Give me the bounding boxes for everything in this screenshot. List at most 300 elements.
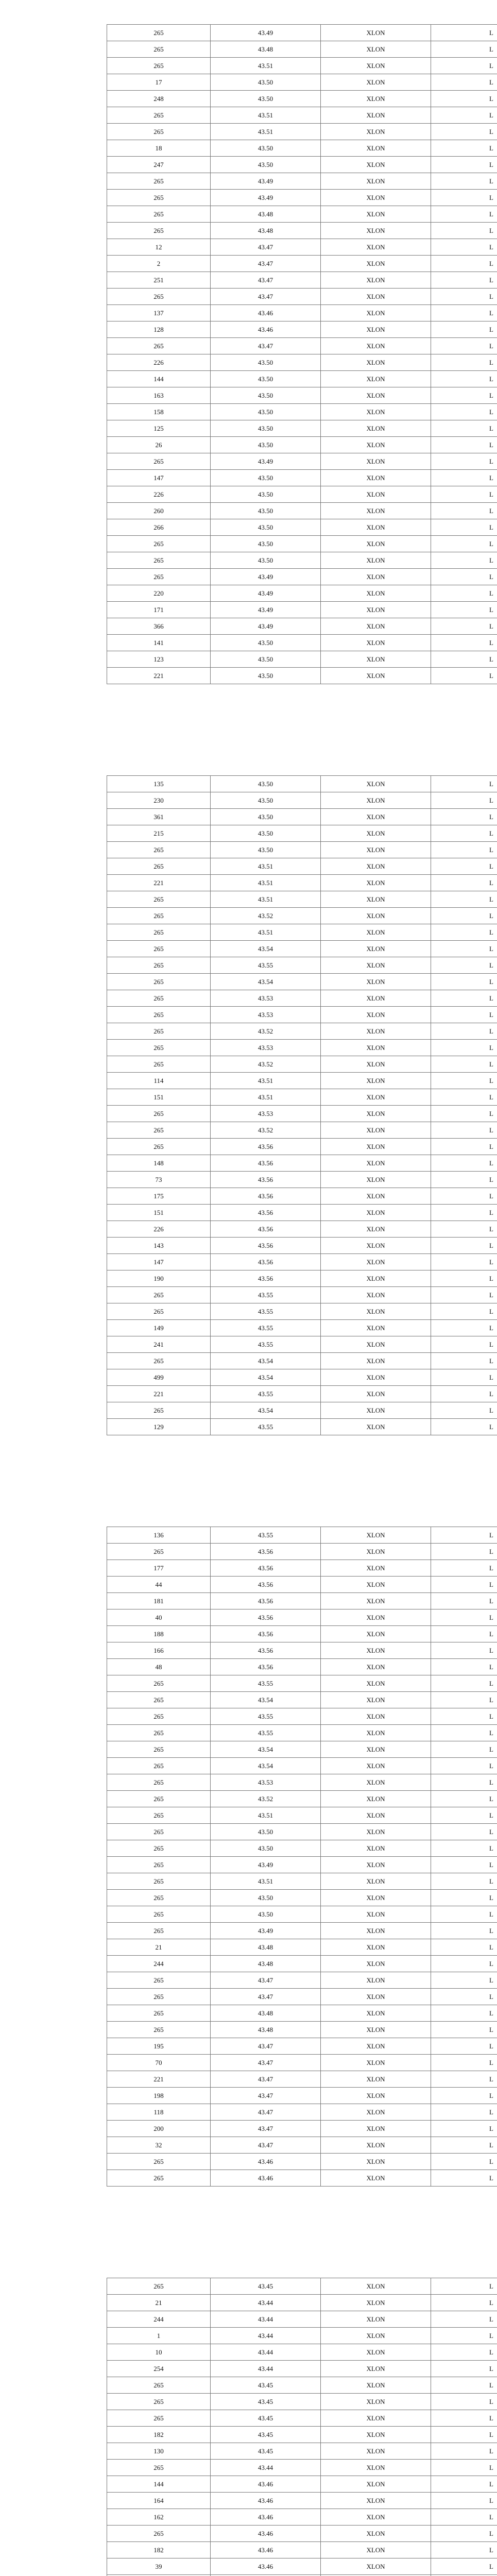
volume-cell: 265	[107, 1741, 211, 1758]
venue-cell: XLON	[321, 1544, 431, 1560]
volume-cell: 129	[107, 1419, 211, 1435]
venue-cell: XLON	[321, 2038, 431, 2055]
venue-cell: XLON	[321, 941, 431, 957]
currency-cell: L	[431, 1040, 497, 1056]
volume-cell: 265	[107, 1007, 211, 1023]
table-row	[107, 1923, 497, 1939]
currency-cell: L	[431, 1089, 497, 1106]
price-cell: 43.55	[211, 1675, 321, 1692]
venue-cell: XLON	[321, 272, 431, 289]
venue-cell: XLON	[321, 1303, 431, 1320]
venue-cell: XLON	[321, 809, 431, 825]
currency-cell: L	[431, 1577, 497, 1593]
venue-cell: XLON	[321, 486, 431, 503]
price-cell: 43.50	[211, 668, 321, 684]
currency-cell: L	[431, 1122, 497, 1139]
currency-cell: L	[431, 289, 497, 305]
trade-table-page-4	[107, 2278, 497, 2576]
price-cell: 43.50	[211, 651, 321, 668]
table-row	[107, 354, 497, 371]
venue-cell: XLON	[321, 602, 431, 618]
venue-cell: XLON	[321, 1188, 431, 1205]
currency-cell: L	[431, 2377, 497, 2394]
table-row	[107, 289, 497, 305]
price-cell: 43.50	[211, 536, 321, 552]
venue-cell: XLON	[321, 420, 431, 437]
price-cell: 43.50	[211, 420, 321, 437]
price-cell: 43.50	[211, 1824, 321, 1840]
table-row	[107, 957, 497, 974]
volume-cell: 26	[107, 437, 211, 453]
price-cell: 43.56	[211, 1642, 321, 1659]
volume-cell: 265	[107, 1840, 211, 1857]
table-row	[107, 1270, 497, 1287]
venue-cell: XLON	[321, 792, 431, 809]
table-row	[107, 41, 497, 58]
currency-cell: L	[431, 908, 497, 924]
currency-cell: L	[431, 1287, 497, 1303]
currency-cell: L	[431, 825, 497, 842]
price-cell: 43.46	[211, 2558, 321, 2575]
venue-cell: XLON	[321, 58, 431, 74]
currency-cell: L	[431, 1593, 497, 1609]
price-cell: 43.55	[211, 1419, 321, 1435]
table-row	[107, 1840, 497, 1857]
currency-cell: L	[431, 2493, 497, 2509]
table-row	[107, 1577, 497, 1593]
table-row	[107, 124, 497, 140]
currency-cell: L	[431, 2055, 497, 2071]
currency-cell: L	[431, 2328, 497, 2344]
venue-cell: XLON	[321, 107, 431, 124]
table-row	[107, 404, 497, 420]
currency-cell: L	[431, 2104, 497, 2121]
volume-cell: 21	[107, 2295, 211, 2311]
currency-cell: L	[431, 858, 497, 875]
table-row	[107, 1939, 497, 1956]
volume-cell: 265	[107, 206, 211, 223]
price-cell: 43.47	[211, 256, 321, 272]
volume-cell: 163	[107, 387, 211, 404]
volume-cell: 265	[107, 1857, 211, 1873]
venue-cell: XLON	[321, 519, 431, 536]
volume-cell: 265	[107, 2154, 211, 2170]
table-row	[107, 387, 497, 404]
currency-cell: L	[431, 957, 497, 974]
currency-cell: L	[431, 1807, 497, 1824]
venue-cell: XLON	[321, 1023, 431, 1040]
venue-cell: XLON	[321, 1725, 431, 1741]
currency-cell: L	[431, 206, 497, 223]
volume-cell: 265	[107, 2394, 211, 2410]
table-row	[107, 173, 497, 190]
currency-cell: L	[431, 2005, 497, 2022]
currency-cell: L	[431, 58, 497, 74]
table-row	[107, 2394, 497, 2410]
price-cell: 43.45	[211, 2410, 321, 2427]
currency-cell: L	[431, 792, 497, 809]
currency-cell: L	[431, 91, 497, 107]
venue-cell: XLON	[321, 1609, 431, 1626]
venue-cell: XLON	[321, 1989, 431, 2005]
venue-cell: XLON	[321, 2443, 431, 2460]
volume-cell: 265	[107, 2170, 211, 2187]
venue-cell: XLON	[321, 206, 431, 223]
volume-cell: 181	[107, 1593, 211, 1609]
volume-cell: 198	[107, 2088, 211, 2104]
table-row	[107, 2121, 497, 2137]
price-cell: 43.52	[211, 1791, 321, 1807]
table-row	[107, 91, 497, 107]
volume-cell: 151	[107, 1089, 211, 1106]
venue-cell: XLON	[321, 223, 431, 239]
volume-cell: 265	[107, 41, 211, 58]
currency-cell: L	[431, 1155, 497, 1172]
volume-cell: 265	[107, 1824, 211, 1840]
currency-cell: L	[431, 924, 497, 941]
price-cell: 43.48	[211, 1939, 321, 1956]
currency-cell: L	[431, 1023, 497, 1040]
price-cell: 43.48	[211, 223, 321, 239]
currency-cell: L	[431, 776, 497, 792]
venue-cell: XLON	[321, 1939, 431, 1956]
price-cell: 43.50	[211, 635, 321, 651]
currency-cell: L	[431, 2361, 497, 2377]
currency-cell: L	[431, 437, 497, 453]
currency-cell: L	[431, 1007, 497, 1023]
venue-cell: XLON	[321, 1873, 431, 1890]
currency-cell: L	[431, 1626, 497, 1642]
volume-cell: 260	[107, 503, 211, 519]
volume-cell: 266	[107, 519, 211, 536]
venue-cell: XLON	[321, 2427, 431, 2443]
price-cell: 43.56	[211, 1609, 321, 1626]
table-row	[107, 1544, 497, 1560]
table-row	[107, 635, 497, 651]
volume-cell: 247	[107, 157, 211, 173]
venue-cell: XLON	[321, 924, 431, 941]
table-row	[107, 74, 497, 91]
price-cell: 43.54	[211, 941, 321, 957]
volume-cell: 221	[107, 668, 211, 684]
venue-cell: XLON	[321, 1906, 431, 1923]
price-cell: 43.48	[211, 2022, 321, 2038]
price-cell: 43.50	[211, 825, 321, 842]
price-cell: 43.52	[211, 908, 321, 924]
volume-cell: 164	[107, 2493, 211, 2509]
price-cell: 43.49	[211, 173, 321, 190]
currency-cell: L	[431, 2170, 497, 2187]
venue-cell: XLON	[321, 1972, 431, 1989]
currency-cell: L	[431, 1139, 497, 1155]
currency-cell: L	[431, 2154, 497, 2170]
volume-cell: 144	[107, 371, 211, 387]
currency-cell: L	[431, 157, 497, 173]
volume-cell: 118	[107, 2104, 211, 2121]
venue-cell: XLON	[321, 825, 431, 842]
currency-cell: L	[431, 2427, 497, 2443]
volume-cell: 32	[107, 2137, 211, 2154]
table-row	[107, 1890, 497, 1906]
volume-cell: 215	[107, 825, 211, 842]
venue-cell: XLON	[321, 1402, 431, 1419]
table-row	[107, 223, 497, 239]
currency-cell: L	[431, 1774, 497, 1791]
price-cell: 43.56	[211, 1544, 321, 1560]
currency-cell: L	[431, 1725, 497, 1741]
price-cell: 43.50	[211, 91, 321, 107]
currency-cell: L	[431, 239, 497, 256]
volume-cell: 265	[107, 2022, 211, 2038]
volume-cell: 182	[107, 2542, 211, 2558]
table-row	[107, 1238, 497, 1254]
currency-cell: L	[431, 1560, 497, 1577]
currency-cell: L	[431, 1172, 497, 1188]
table-row	[107, 1040, 497, 1056]
price-cell: 43.51	[211, 1873, 321, 1890]
table-row	[107, 1320, 497, 1336]
venue-cell: XLON	[321, 256, 431, 272]
table-row	[107, 338, 497, 354]
currency-cell: L	[431, 1609, 497, 1626]
currency-cell: L	[431, 272, 497, 289]
venue-cell: XLON	[321, 842, 431, 858]
volume-cell: 265	[107, 1675, 211, 1692]
currency-cell: L	[431, 635, 497, 651]
currency-cell: L	[431, 1544, 497, 1560]
table-row	[107, 1708, 497, 1725]
table-row	[107, 1725, 497, 1741]
price-cell: 43.50	[211, 74, 321, 91]
price-cell: 43.54	[211, 1741, 321, 1758]
price-cell: 43.49	[211, 602, 321, 618]
table-row	[107, 486, 497, 503]
currency-cell: L	[431, 569, 497, 585]
currency-cell: L	[431, 2410, 497, 2427]
price-cell: 43.50	[211, 371, 321, 387]
table-row	[107, 2278, 497, 2295]
currency-cell: L	[431, 140, 497, 157]
price-cell: 43.49	[211, 453, 321, 470]
table-row	[107, 2022, 497, 2038]
volume-cell: 17	[107, 74, 211, 91]
table-row	[107, 437, 497, 453]
table-row	[107, 1402, 497, 1419]
currency-cell: L	[431, 453, 497, 470]
currency-cell: L	[431, 470, 497, 486]
table-row	[107, 1303, 497, 1320]
price-cell: 43.45	[211, 2443, 321, 2460]
venue-cell: XLON	[321, 157, 431, 173]
venue-cell: XLON	[321, 635, 431, 651]
price-cell: 43.50	[211, 470, 321, 486]
price-cell: 43.48	[211, 1956, 321, 1972]
table-row	[107, 2055, 497, 2071]
currency-cell: L	[431, 618, 497, 635]
volume-cell: 265	[107, 1106, 211, 1122]
price-cell: 43.55	[211, 1386, 321, 1402]
table-row	[107, 2088, 497, 2104]
venue-cell: XLON	[321, 1774, 431, 1791]
venue-cell: XLON	[321, 239, 431, 256]
price-cell: 43.56	[211, 1560, 321, 1577]
volume-cell: 265	[107, 338, 211, 354]
table-row	[107, 1188, 497, 1205]
volume-cell: 230	[107, 792, 211, 809]
currency-cell: L	[431, 519, 497, 536]
price-cell: 43.44	[211, 2361, 321, 2377]
volume-cell: 135	[107, 776, 211, 792]
table-row	[107, 470, 497, 486]
table-row	[107, 2005, 497, 2022]
currency-cell: L	[431, 1320, 497, 1336]
volume-cell: 265	[107, 1708, 211, 1725]
volume-cell: 221	[107, 875, 211, 891]
volume-cell: 265	[107, 2526, 211, 2542]
table-row	[107, 1873, 497, 1890]
venue-cell: XLON	[321, 875, 431, 891]
venue-cell: XLON	[321, 1353, 431, 1369]
table-row	[107, 1089, 497, 1106]
venue-cell: XLON	[321, 651, 431, 668]
price-cell: 43.49	[211, 618, 321, 635]
table-row	[107, 536, 497, 552]
currency-cell: L	[431, 1238, 497, 1254]
price-cell: 43.53	[211, 1040, 321, 1056]
venue-cell: XLON	[321, 1254, 431, 1270]
venue-cell: XLON	[321, 1675, 431, 1692]
currency-cell: L	[431, 1270, 497, 1287]
table-row	[107, 776, 497, 792]
currency-cell: L	[431, 1873, 497, 1890]
venue-cell: XLON	[321, 124, 431, 140]
price-cell: 43.49	[211, 190, 321, 206]
venue-cell: XLON	[321, 2476, 431, 2493]
price-cell: 43.50	[211, 1840, 321, 1857]
volume-cell: 151	[107, 1205, 211, 1221]
volume-cell: 143	[107, 1238, 211, 1254]
price-cell: 43.50	[211, 404, 321, 420]
price-cell: 43.44	[211, 2328, 321, 2344]
currency-cell: L	[431, 305, 497, 321]
price-cell: 43.50	[211, 1890, 321, 1906]
venue-cell: XLON	[321, 2542, 431, 2558]
price-cell: 43.51	[211, 124, 321, 140]
currency-cell: L	[431, 1659, 497, 1675]
price-cell: 43.55	[211, 1303, 321, 1320]
currency-cell: L	[431, 2344, 497, 2361]
table-row	[107, 1386, 497, 1402]
venue-cell: XLON	[321, 2071, 431, 2088]
price-cell: 43.50	[211, 486, 321, 503]
table-row	[107, 2493, 497, 2509]
price-cell: 43.52	[211, 1023, 321, 1040]
currency-cell: L	[431, 2311, 497, 2328]
currency-cell: L	[431, 1642, 497, 1659]
volume-cell: 265	[107, 1972, 211, 1989]
price-cell: 43.45	[211, 2427, 321, 2443]
volume-cell: 251	[107, 272, 211, 289]
table-row	[107, 1106, 497, 1122]
currency-cell: L	[431, 1692, 497, 1708]
price-cell: 43.49	[211, 569, 321, 585]
venue-cell: XLON	[321, 1106, 431, 1122]
venue-cell: XLON	[321, 1593, 431, 1609]
price-cell: 43.46	[211, 321, 321, 338]
table-row	[107, 792, 497, 809]
price-cell: 43.49	[211, 585, 321, 602]
venue-cell: XLON	[321, 2295, 431, 2311]
price-cell: 43.44	[211, 2311, 321, 2328]
volume-cell: 265	[107, 453, 211, 470]
venue-cell: XLON	[321, 305, 431, 321]
venue-cell: XLON	[321, 990, 431, 1007]
currency-cell: L	[431, 1353, 497, 1369]
venue-cell: XLON	[321, 354, 431, 371]
table-row	[107, 1791, 497, 1807]
price-cell: 43.46	[211, 2542, 321, 2558]
volume-cell: 48	[107, 1659, 211, 1675]
volume-cell: 265	[107, 1923, 211, 1939]
trade-table-page-3	[107, 1527, 497, 2187]
table-row	[107, 206, 497, 223]
currency-cell: L	[431, 223, 497, 239]
currency-cell: L	[431, 1758, 497, 1774]
venue-cell: XLON	[321, 585, 431, 602]
volume-cell: 265	[107, 1774, 211, 1791]
volume-cell: 499	[107, 1369, 211, 1386]
volume-cell: 265	[107, 190, 211, 206]
table-row	[107, 1989, 497, 2005]
table-row	[107, 569, 497, 585]
currency-cell: L	[431, 2022, 497, 2038]
price-cell: 43.51	[211, 858, 321, 875]
volume-cell: 265	[107, 1544, 211, 1560]
volume-cell: 265	[107, 1890, 211, 1906]
table-row	[107, 2038, 497, 2055]
price-cell: 43.47	[211, 2088, 321, 2104]
currency-cell: L	[431, 2509, 497, 2526]
currency-cell: L	[431, 1840, 497, 1857]
table-row	[107, 2295, 497, 2311]
table-row	[107, 2170, 497, 2187]
volume-cell: 188	[107, 1626, 211, 1642]
venue-cell: XLON	[321, 1560, 431, 1577]
volume-cell: 265	[107, 569, 211, 585]
volume-cell: 182	[107, 2427, 211, 2443]
table-row	[107, 157, 497, 173]
venue-cell: XLON	[321, 470, 431, 486]
price-cell: 43.56	[211, 1205, 321, 1221]
price-cell: 43.51	[211, 924, 321, 941]
price-cell: 43.45	[211, 2278, 321, 2295]
table-row	[107, 875, 497, 891]
price-cell: 43.50	[211, 157, 321, 173]
price-cell: 43.50	[211, 503, 321, 519]
price-cell: 43.55	[211, 1708, 321, 1725]
currency-cell: L	[431, 1890, 497, 1906]
table-row	[107, 1007, 497, 1023]
venue-cell: XLON	[321, 2154, 431, 2170]
table-row	[107, 503, 497, 519]
price-cell: 43.47	[211, 239, 321, 256]
table-row	[107, 2443, 497, 2460]
venue-cell: XLON	[321, 2311, 431, 2328]
price-cell: 43.51	[211, 1807, 321, 1824]
venue-cell: XLON	[321, 2170, 431, 2187]
table-row	[107, 1692, 497, 1708]
table-row	[107, 1122, 497, 1139]
